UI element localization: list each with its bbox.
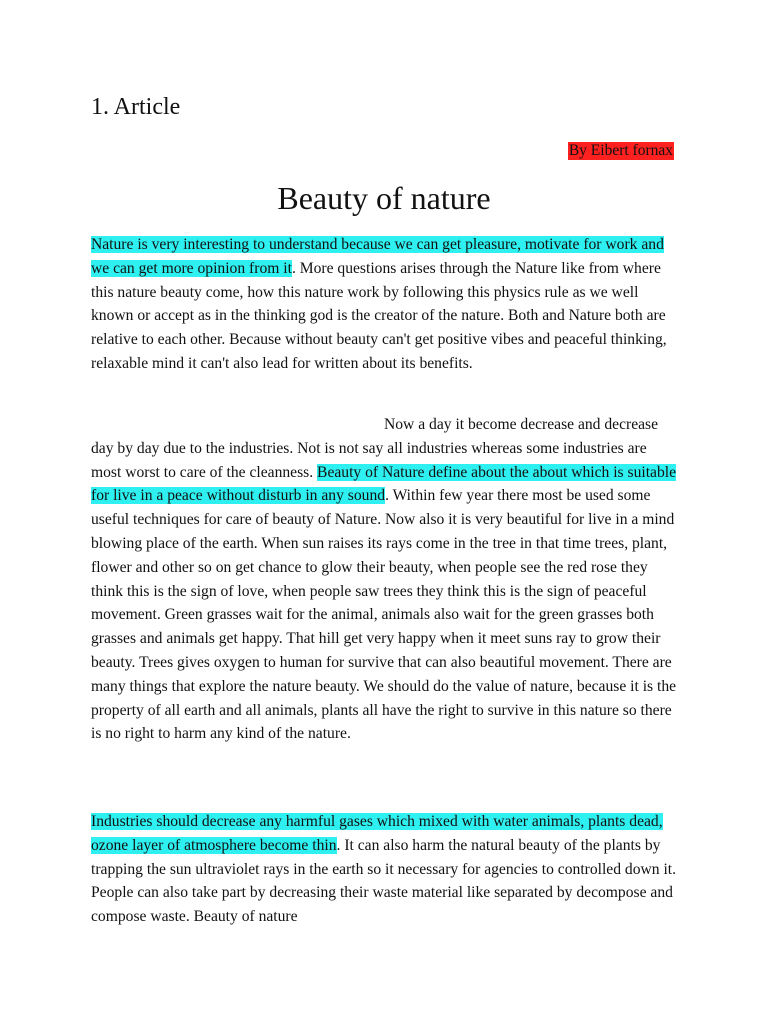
- highlighted-text: Industries should decrease any harmful gases which mixed with water animals, plants dead, ozone layer of atmosphere become thin: [91, 813, 663, 854]
- article-title: Beauty of nature: [277, 180, 491, 216]
- author-byline: By Eibert fornax: [568, 142, 673, 159]
- highlighted-text: Nature is very interesting to understand because we can get pleasure, motivate for work and we can get more opinion from it: [91, 236, 664, 277]
- paragraph-text: . More questions arises through the Nature like from where this nature beauty come, how this nature work by following this physics rule as we well known or accept as in the thinking god is the creator of the nature. Both and Nature both are relative to each other. Because without beauty can't get positive vibes and peaceful thinking, relaxable mind it can't also lead for written about its benefits.: [91, 259, 667, 372]
- highlighted-text: Beauty of Nature define about the about which is suitable for live in a peace without disturb in any sound: [91, 463, 677, 505]
- paragraph-text: . Within few year there most be used some useful techniques for care of beauty of Nature. Now also it is very beautiful for live in a mind blowing place of the earth. When sun raises its rays come in the tree in that time trees, plant, flower and other so on get chance to glow their beauty, when people see the red rose they think this is the sign of love, when people saw trees they think this is the sign of peaceful movement. Green grasses wait for the animal, animals also wait for the green grasses both grasses and animals get happy. That hill get very happy when it meet suns ray to grow their beauty. Trees gives oxygen to human for survive that can also beautiful movement. There are many things that explore the nature beauty. We should do the value of nature, because it is the property of all earth and all animals, plants all have the right to survive in this nature so there is no right to harm any kind of the nature.: [91, 487, 677, 743]
- paragraph-text: Now a day it become decrease and decrease day by day due to the industries. Not is not say all industries whereas some industries are most worst to care of the cleanness.: [91, 416, 659, 481]
- paragraph-2: [91, 413, 678, 746]
- paragraph-3: [91, 810, 678, 929]
- paragraph-1: [91, 233, 678, 376]
- paragraph-text: . It can also harm the natural beauty of the plants by trapping the sun ultraviolet rays in the earth so it necessary for agencies to controlled down it. People can also take part by decreasing their waste material like separated by decompose and compose waste. Beauty of nature: [91, 836, 677, 926]
- section-heading: 1. Article: [91, 94, 181, 120]
